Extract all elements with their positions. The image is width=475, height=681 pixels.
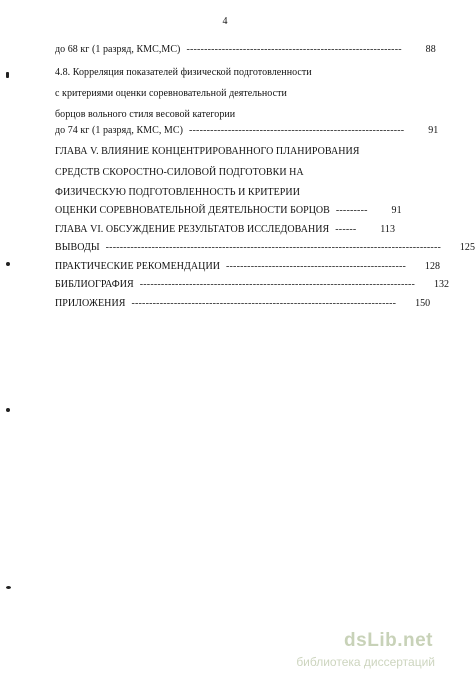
watermark-logo [268, 630, 443, 674]
toc-entry [55, 109, 395, 123]
toc-leader: ------------------------------------------------------------- [188, 125, 405, 136]
toc-leader: --------------------------------------------------- [226, 261, 407, 272]
toc-entry [55, 187, 395, 201]
toc-entry [55, 67, 395, 81]
binding-hole-mark [6, 586, 11, 589]
page-number: 4 [222, 16, 228, 27]
toc-entry-title: СРЕДСТВ СКОРОСТНО-СИЛОВОЙ ПОДГОТОВКИ НА [55, 167, 304, 178]
toc-page-number: 128 [424, 261, 441, 272]
toc-entry [55, 242, 475, 256]
toc-page-number: 132 [433, 279, 450, 290]
toc-page-number: 150 [415, 298, 431, 309]
toc-entry [55, 167, 395, 181]
binding-hole-mark [6, 262, 10, 266]
toc-entry-title: ПРАКТИЧЕСКИЕ РЕКОМЕНДАЦИИ [55, 261, 220, 272]
toc-entry-title: ВЫВОДЫ [55, 242, 100, 253]
toc-entry [55, 298, 431, 312]
watermark-brand: dsLib.net [344, 630, 433, 651]
binding-hole-mark [6, 408, 10, 412]
toc-entry [55, 88, 395, 102]
toc-entry-title: БИБЛИОГРАФИЯ [55, 279, 134, 290]
watermark-subtitle: библиотека диссертаций [296, 655, 435, 669]
toc-entry [55, 44, 436, 58]
toc-entry [55, 205, 402, 219]
toc-entry-title: 4.8. Корреляция показателей физической подготовленности [55, 67, 312, 78]
toc-leader: ------------------------------------------------------------- [186, 44, 402, 55]
toc-entry-title: ОЦЕНКИ СОРЕВНОВАТЕЛЬНОЙ ДЕЯТЕЛЬНОСТИ БОРЦОВ [55, 205, 330, 216]
toc-entry-title: ГЛАВА V. ВЛИЯНИЕ КОНЦЕНТРИРОВАННОГО ПЛАНИРОВАНИЯ [55, 146, 360, 157]
toc-entry-title: ПРИЛОЖЕНИЯ [55, 298, 126, 309]
toc-entry [55, 261, 441, 275]
toc-entry [55, 146, 395, 160]
toc-page-number: 125 [459, 242, 475, 253]
toc-leader: --------------------------------------------------------------------------- [131, 298, 397, 309]
toc-leader: ----------------------------------------------------------------------------------------------- [105, 242, 441, 253]
toc-leader: --------- [335, 205, 368, 216]
toc-entry-title: ФИЗИЧЕСКУЮ ПОДГОТОВЛЕННОСТЬ И КРИТЕРИИ [55, 187, 300, 198]
toc-leader: ------ [335, 224, 357, 235]
toc-page-number: 91 [428, 125, 439, 136]
toc-entry-title: до 68 кг (1 разряд, КМС,МС) [55, 44, 181, 55]
toc-page-number: 91 [391, 205, 402, 216]
toc-page-number: 88 [425, 44, 436, 55]
toc-entry [55, 125, 439, 139]
toc-entry-title: борцов вольного стиля весовой категории [55, 109, 236, 120]
toc-leader: ------------------------------------------------------------------------------ [139, 279, 416, 290]
toc-page-number: 113 [380, 224, 395, 235]
toc-entry-title: ГЛАВА VI. ОБСУЖДЕНИЕ РЕЗУЛЬТАТОВ ИССЛЕДОВАНИЯ [55, 224, 330, 235]
binding-hole-mark [6, 72, 9, 78]
toc-entry-title: до 74 кг (1 разряд, КМС, МС) [55, 125, 183, 136]
toc-entry [55, 224, 395, 238]
toc-entry [55, 279, 450, 293]
toc-entry-title: с критериями оценки соревновательной деятельности [55, 88, 287, 99]
